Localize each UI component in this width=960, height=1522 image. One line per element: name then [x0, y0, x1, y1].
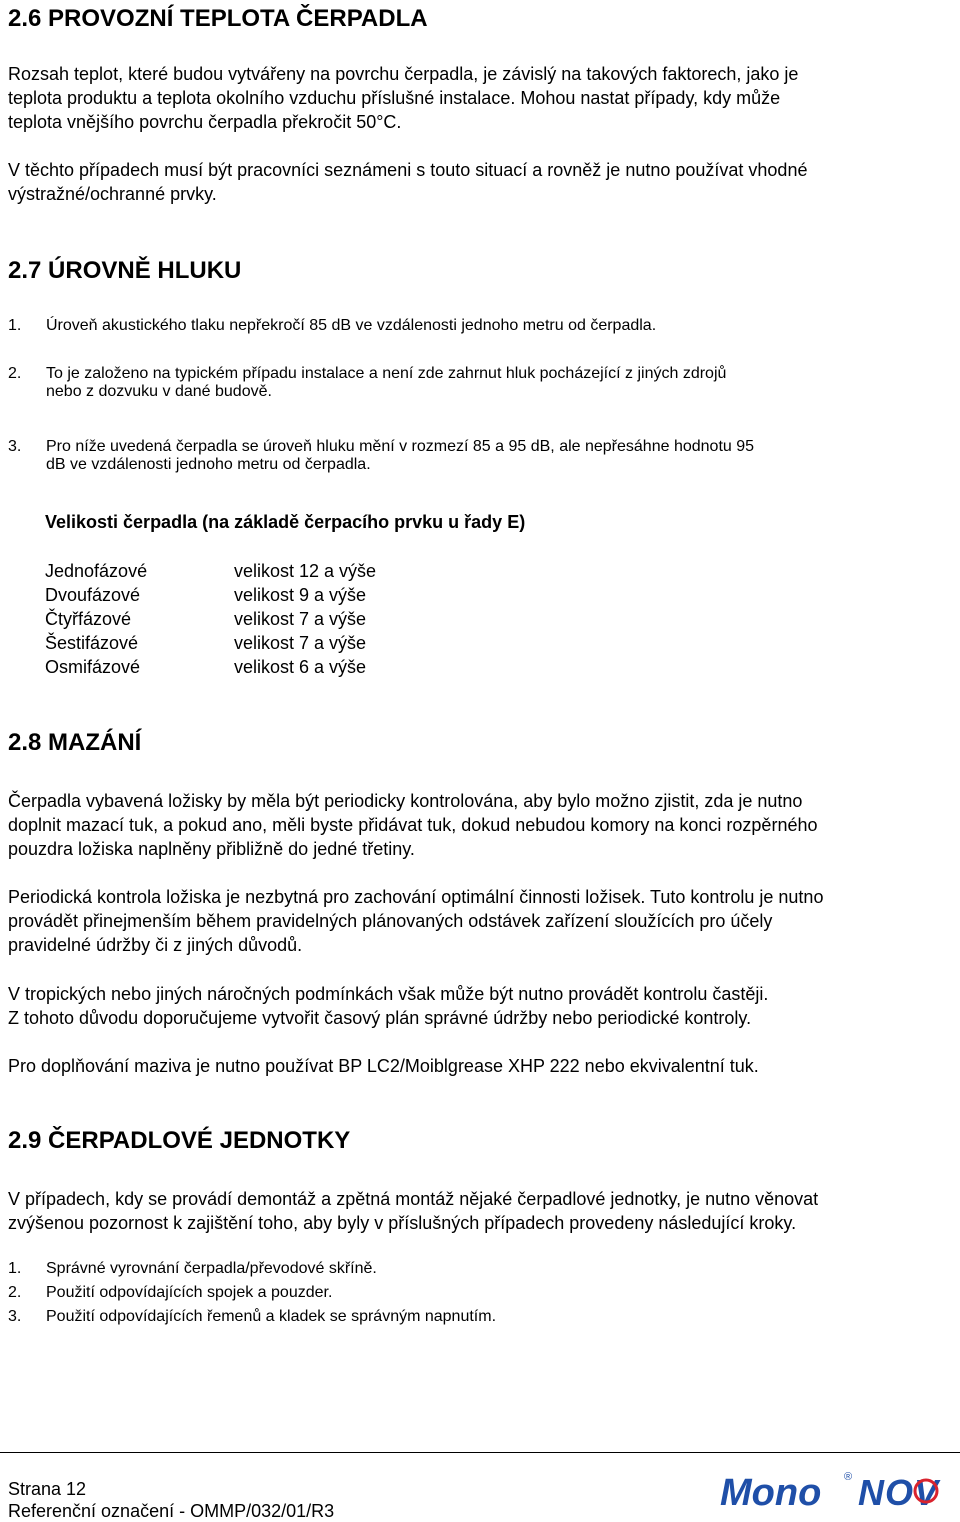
noise-item-text-line-1: Pro níže uvedená čerpadla se úroveň hluku mění v rozmezí 85 a 95 dB, ale nepřesáhne hodnotu 95: [46, 438, 755, 455]
s26-paragraph-1-line-2: teplota produktu a teplota okolního vzduchu příslušné instalace. Mohou nastat případy, kdy může: [8, 88, 781, 108]
size-row-value: velikost 7 a výše: [234, 609, 367, 629]
size-row-phase: Čtyřfázové: [45, 609, 132, 629]
noise-item-number: 1.: [8, 317, 22, 334]
section-heading-2-8: 2.8 MAZÁNÍ: [8, 729, 142, 756]
s26-paragraph-1-line-3: teplota vnějšího povrchu čerpadla překročit 50°C.: [8, 112, 402, 132]
s28-p3-line-1: V tropických nebo jiných náročných podmínkách však může být nutno provádět kontrolu častěji.: [8, 984, 769, 1004]
size-row-value: velikost 7 a výše: [234, 633, 367, 653]
noise-item-text-line-2: nebo z dozvuku v dané budově.: [46, 383, 272, 400]
mono-nov-logo: [720, 1468, 956, 1512]
noise-item-1: [8, 317, 960, 335]
pump-sizes-heading: Velikosti čerpadla (na základě čerpacího prvku u řady E): [45, 512, 526, 532]
s28-p3-line-2: Z tohoto důvodu doporučujeme vytvořit časový plán správné údržby nebo periodické kontroly.: [8, 1008, 752, 1028]
svg-text:NOV: NOV: [858, 1472, 940, 1512]
section-heading-2-9: 2.9 ČERPADLOVÉ JEDNOTKY: [8, 1127, 351, 1154]
noise-item-2: [8, 365, 960, 401]
unit-step-2: [8, 1284, 960, 1302]
s28-p2-line-3: pravidelné údržby či z jiných důvodů.: [8, 935, 303, 955]
unit-step-1: [8, 1260, 960, 1278]
size-row-value: velikost 12 a výše: [234, 561, 377, 581]
s28-p2-line-1: Periodická kontrola ložiska je nezbytná pro zachování optimální činnosti ložisek. Tuto kontrolu je nutno: [8, 887, 824, 907]
noise-item-number: 3.: [8, 438, 22, 455]
svg-text:®: ®: [844, 1471, 853, 1483]
size-row-phase: Jednofázové: [45, 561, 148, 581]
unit-step-text: Použití odpovídajících spojek a pouzder.: [46, 1284, 333, 1301]
unit-step-number: 3.: [8, 1308, 22, 1325]
noise-item-number: 2.: [8, 365, 22, 382]
unit-step-number: 2.: [8, 1284, 22, 1301]
s26-paragraph-2-line-2: výstražné/ochranné prvky.: [8, 184, 217, 204]
footer-divider: [0, 1452, 960, 1453]
s28-p2-line-2: provádět přinejmenším během pravidelných plánovaných odstávek zařízení sloužících pro účely: [8, 911, 773, 931]
size-row-value: velikost 9 a výše: [234, 585, 367, 605]
noise-item-3: [8, 438, 960, 474]
svg-text:Mono: Mono: [720, 1472, 822, 1512]
unit-step-3: [8, 1308, 960, 1326]
s26-paragraph-2-line-1: V těchto případech musí být pracovníci seznámeni s touto situací a rovněž je nutno používat vhodné: [8, 160, 808, 180]
s28-p1-line-1: Čerpadla vybavená ložisky by měla být periodicky kontrolována, aby bylo možno zjistit, zda je nutno: [8, 791, 803, 811]
noise-item-text: Úroveň akustického tlaku nepřekročí 85 dB ve vzdálenosti jednoho metru od čerpadla.: [46, 317, 657, 334]
s29-p1-line-2: zvýšenou pozornost k zajištění toho, aby byly v příslušných případech provedeny následující kroky.: [8, 1213, 797, 1233]
size-row-phase: Šestifázové: [45, 633, 139, 653]
noise-item-text-line-2: dB ve vzdálenosti jednoho metru od čerpadla.: [46, 456, 371, 473]
section-heading-2-6: 2.6 PROVOZNÍ TEPLOTA ČERPADLA: [8, 5, 428, 32]
size-row-value: velikost 6 a výše: [234, 657, 367, 677]
s28-p4-line-1: Pro doplňování maziva je nutno používat BP LC2/Moiblgrease XHP 222 nebo ekvivalentní tuk.: [8, 1056, 759, 1076]
unit-step-number: 1.: [8, 1260, 22, 1277]
size-row-phase: Dvoufázové: [45, 585, 141, 605]
noise-item-text-line-1: To je založeno na typickém případu instalace a není zde zahrnut hluk pocházející z jiných zdrojů: [46, 365, 727, 382]
unit-step-text: Správné vyrovnání čerpadla/převodové skříně.: [46, 1260, 377, 1277]
s26-paragraph-1-line-1: Rozsah teplot, které budou vytvářeny na povrchu čerpadla, je závislý na takových faktorech, jako je: [8, 64, 799, 84]
s28-p1-line-2: doplnit mazací tuk, a pokud ano, měli byste přidávat tuk, dokud nebudou komory na konci rozpěrného: [8, 815, 818, 835]
footer-page-number: Strana 12: [8, 1479, 87, 1499]
size-row-phase: Osmifázové: [45, 657, 141, 677]
s28-p1-line-3: pouzdra ložiska naplněny přibližně do jedné třetiny.: [8, 839, 415, 859]
s29-p1-line-1: V případech, kdy se provádí demontáž a zpětná montáž nějaké čerpadlové jednotky, je nutno věnovat: [8, 1189, 819, 1209]
section-heading-2-7: 2.7 ÚROVNĚ HLUKU: [8, 257, 242, 284]
footer-reference: Referenční označení - OMMP/032/01/R3: [8, 1501, 335, 1521]
unit-step-text: Použití odpovídajících řemenů a kladek se správným napnutím.: [46, 1308, 497, 1325]
